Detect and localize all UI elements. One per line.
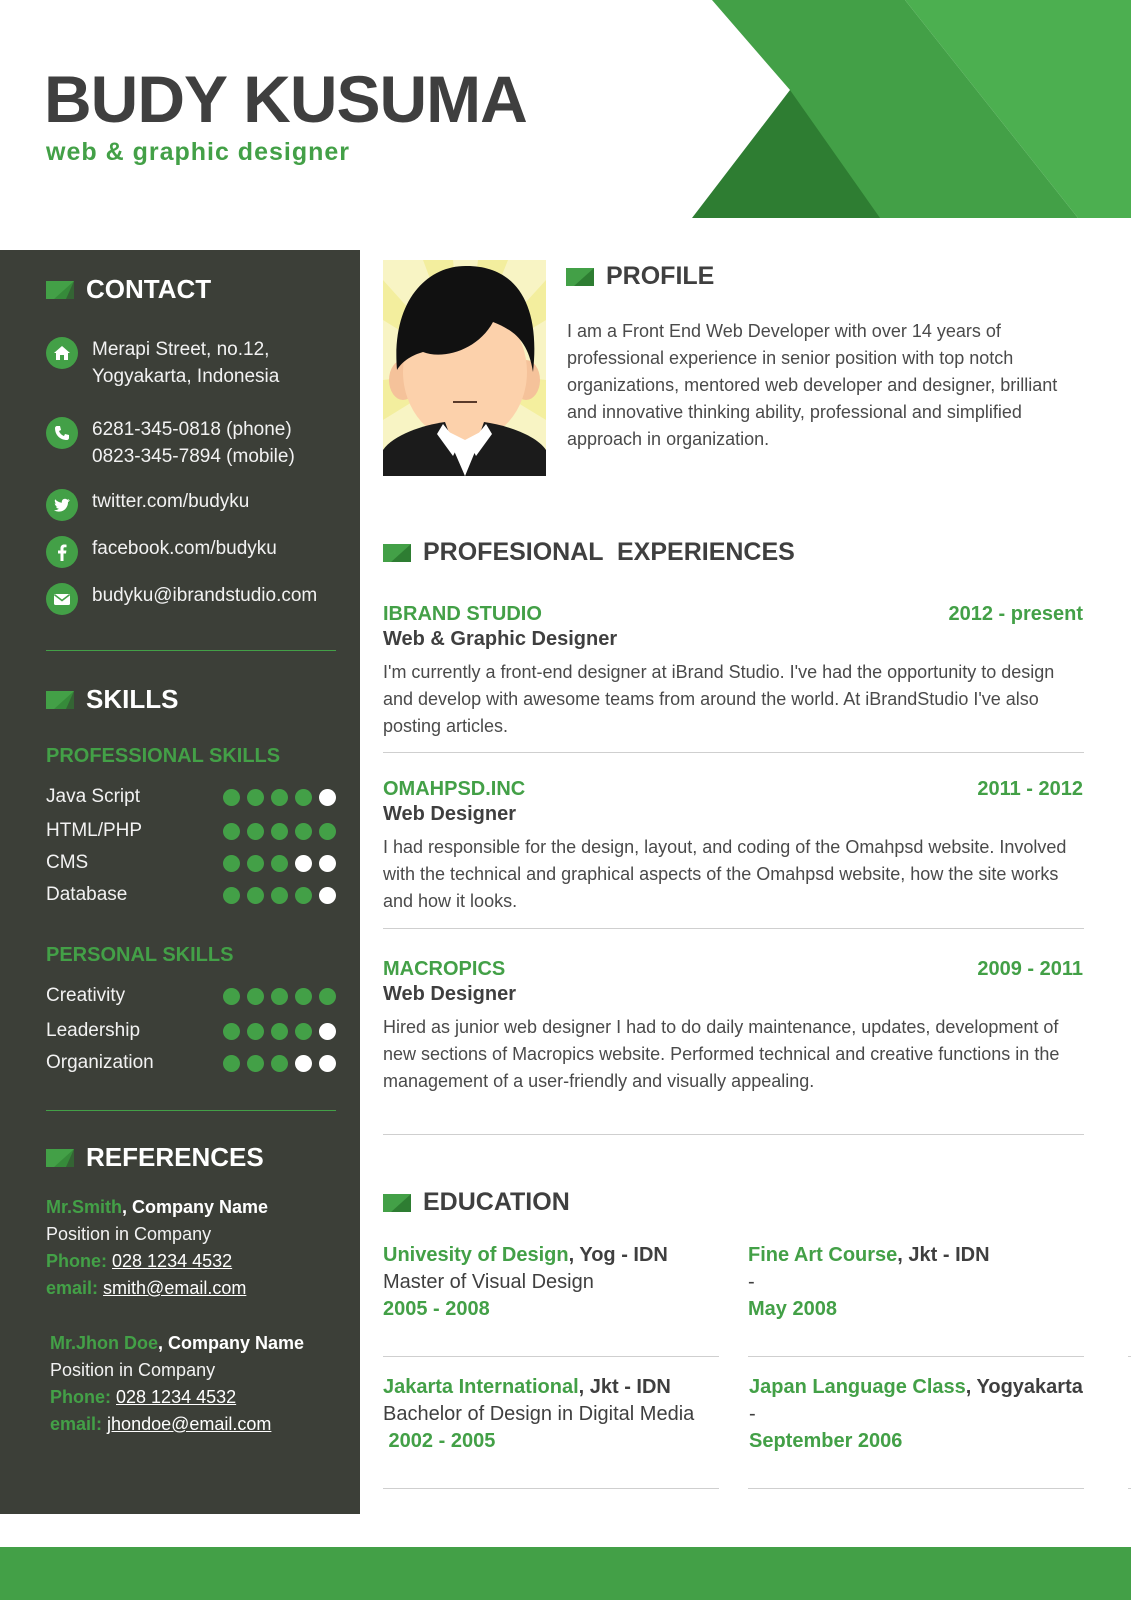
job-company: IBRAND STUDIO (383, 603, 542, 625)
sidebar-divider (46, 1110, 336, 1111)
rating-dot-filled (223, 988, 240, 1005)
rating-dot-filled (223, 1023, 240, 1040)
contact-email[interactable] (46, 583, 317, 615)
flag-icon (383, 544, 411, 562)
twitter-icon (46, 489, 78, 521)
job-role: Web Designer (383, 803, 516, 825)
education-degree: Bachelor of Design in Digital Media (383, 1403, 695, 1425)
rating-dot-filled (247, 1023, 264, 1040)
skill-rating (223, 823, 336, 840)
education-degree: Master of Visual Design (383, 1271, 594, 1293)
rating-dot-filled (223, 1055, 240, 1072)
reference-company: , Company Name (158, 1333, 305, 1353)
rating-dot-filled (271, 988, 288, 1005)
rating-dot-empty (319, 789, 336, 806)
reference-company: , Company Name (122, 1197, 269, 1217)
flag-icon (383, 1194, 411, 1212)
skill-rating (223, 1023, 336, 1040)
personal-skills-heading: PERSONAL SKILLS (46, 944, 234, 966)
rating-dot-filled (319, 988, 336, 1005)
contact-heading (46, 274, 211, 305)
profile-heading-text: PROFILE (606, 262, 715, 290)
section-divider (748, 1488, 1084, 1489)
phone-icon (46, 417, 78, 449)
rating-dot-filled (295, 988, 312, 1005)
section-divider (383, 928, 1084, 929)
profile-photo (383, 260, 546, 476)
job-company: MACROPICS (383, 958, 506, 980)
profile-heading (566, 262, 714, 291)
job-description: I'm currently a front-end designer at iBrand Studio. I've had the opportunity to design and develop with awesome teams from around the world. At iBrandStudio I've also posting articles. (383, 662, 1055, 736)
avatar-illustration (383, 260, 546, 476)
skill-row (46, 1052, 336, 1074)
rating-dot-filled (271, 855, 288, 872)
flag-icon (46, 691, 74, 709)
skill-row (46, 1020, 336, 1042)
references-heading (46, 1142, 264, 1173)
skill-rating (223, 855, 336, 872)
skill-rating (223, 988, 336, 1005)
skill-rating (223, 1055, 336, 1072)
contact-twitter[interactable] (46, 489, 249, 521)
resume-header (0, 0, 1131, 218)
education-item (749, 1374, 1109, 1455)
reference-position: Position in Company (50, 1360, 216, 1380)
education-location: , Jkt - IDN (578, 1376, 671, 1398)
education-item (383, 1242, 723, 1323)
job-period: 2011 - 2012 (977, 778, 1083, 800)
job-company: OMAHPSD.INC (383, 778, 526, 800)
rating-dot-empty (295, 1055, 312, 1072)
contact-address (46, 337, 279, 390)
rating-dot-empty (319, 855, 336, 872)
skill-name: CMS (46, 852, 89, 873)
education-degree: - (749, 1403, 756, 1425)
reference-item (46, 1194, 268, 1302)
skill-name: Organization (46, 1052, 154, 1073)
skill-name: Database (46, 884, 128, 905)
skill-rating (223, 789, 336, 806)
profile-text: I am a Front End Web Developer with over 14 years of professional experience in senior position with top notch organizations, mentored web developer and designer, brilliant and innovative thinking ability, professional and simplified approach in organization. (567, 321, 1058, 449)
rating-dot-filled (295, 789, 312, 806)
education-location: , Jkt - IDN (897, 1244, 990, 1266)
flag-icon (46, 1149, 74, 1167)
references-heading-text: REFERENCES (86, 1142, 264, 1172)
section-divider (383, 1134, 1084, 1135)
rating-dot-filled (271, 1055, 288, 1072)
rating-dot-filled (295, 887, 312, 904)
rating-dot-empty (295, 855, 312, 872)
rating-dot-filled (247, 988, 264, 1005)
reference-name: Mr.Smith (46, 1197, 123, 1217)
rating-dot-empty (319, 1023, 336, 1040)
education-heading-text: EDUCATION (423, 1188, 570, 1216)
contact-heading-text: CONTACT (86, 274, 212, 304)
skill-row (46, 786, 336, 808)
contact-facebook-text[interactable]: facebook.com/budyku (92, 538, 277, 559)
job-description: I had responsible for the design, layout, and coding of the Omahpsd website. Involved with the technical and graphical aspects of the Omahpsd website, how the site works and how it looks. (383, 837, 1067, 911)
contact-phone-text: 6281-345-0818 (phone) 0823-345-7894 (mobile) (92, 419, 295, 467)
education-school: Fine Art Course (748, 1244, 898, 1266)
rating-dot-filled (247, 823, 264, 840)
rating-dot-filled (223, 887, 240, 904)
education-location: , Yog - IDN (568, 1244, 668, 1266)
section-divider (383, 1488, 719, 1489)
education-degree: - (748, 1271, 755, 1293)
reference-position: Position in Company (46, 1224, 212, 1244)
rating-dot-filled (247, 789, 264, 806)
education-years: 2002 - 2005 (383, 1430, 496, 1452)
rating-dot-filled (223, 855, 240, 872)
education-heading (383, 1188, 570, 1217)
reference-phone[interactable]: 028 1234 4532 (112, 1251, 233, 1271)
reference-email[interactable]: jhondoe@email.com (107, 1414, 272, 1434)
education-school: Jakarta International (383, 1376, 579, 1398)
job-role: Web & Graphic Designer (383, 628, 618, 650)
education-school: Univesity of Design (383, 1244, 569, 1266)
rating-dot-filled (247, 887, 264, 904)
contact-facebook[interactable] (46, 536, 277, 568)
reference-email-label: email: (46, 1278, 99, 1298)
contact-address-text: Merapi Street, no.12, Yogyakarta, Indonesia (92, 339, 280, 387)
rating-dot-filled (247, 1055, 264, 1072)
education-school: Japan Language Class (749, 1376, 966, 1398)
skill-row (46, 884, 336, 906)
education-years: September 2006 (749, 1430, 903, 1452)
reference-item (50, 1330, 304, 1438)
skill-name: HTML/PHP (46, 820, 143, 841)
skill-name: Creativity (46, 985, 126, 1006)
education-years: 2005 - 2008 (383, 1298, 490, 1320)
rating-dot-filled (271, 1023, 288, 1040)
rating-dot-filled (319, 823, 336, 840)
person-name: BUDY KUSUMA (44, 62, 527, 136)
reference-email[interactable]: smith@email.com (103, 1278, 247, 1298)
rating-dot-filled (223, 823, 240, 840)
rating-dot-filled (247, 855, 264, 872)
education-location: , Yogyakarta (965, 1376, 1083, 1398)
section-divider (383, 752, 1084, 753)
footer-bar (0, 1547, 1131, 1600)
section-divider (748, 1356, 1084, 1357)
skill-rating (223, 887, 336, 904)
reference-phone-label: Phone: (46, 1251, 107, 1271)
rating-dot-filled (295, 1023, 312, 1040)
job-description: Hired as junior web designer I had to do daily maintenance, updates, development of new sections of Macropics website. Performed technical and creative functions in the management of a user-friendly and visually appealing. (383, 1017, 1060, 1091)
education-item (383, 1374, 723, 1455)
professional-skills-heading: PROFESSIONAL SKILLS (46, 745, 281, 767)
skill-row (46, 985, 336, 1007)
rating-dot-filled (223, 789, 240, 806)
experience-heading-text: PROFESIONAL EXPERIENCES (423, 538, 795, 566)
rating-dot-empty (319, 887, 336, 904)
education-item (748, 1242, 1098, 1323)
rating-dot-filled (271, 887, 288, 904)
facebook-icon (46, 536, 78, 568)
rating-dot-filled (271, 823, 288, 840)
flag-icon (566, 268, 594, 286)
rating-dot-filled (271, 789, 288, 806)
reference-email-label: email: (50, 1414, 103, 1434)
skill-name: Leadership (46, 1020, 141, 1041)
flag-icon (46, 281, 74, 299)
experience-heading (383, 538, 795, 567)
section-divider (383, 1356, 719, 1357)
rating-dot-empty (319, 1055, 336, 1072)
skill-row (46, 820, 336, 842)
job-role: Web Designer (383, 983, 516, 1005)
contact-email-text[interactable]: budyku@ibrandstudio.com (92, 585, 318, 606)
contact-twitter-text[interactable]: twitter.com/budyku (92, 491, 250, 512)
skill-row (46, 852, 336, 874)
reference-phone-label: Phone: (50, 1387, 111, 1407)
reference-phone[interactable]: 028 1234 4532 (116, 1387, 237, 1407)
skills-heading (46, 684, 178, 715)
job-period: 2012 - present (948, 603, 1083, 625)
skills-heading-text: SKILLS (86, 684, 179, 714)
sidebar-divider (46, 650, 336, 651)
job-period: 2009 - 2011 (977, 958, 1083, 980)
rating-dot-filled (295, 823, 312, 840)
sidebar (0, 250, 360, 1514)
contact-phone (46, 417, 295, 470)
education-years: May 2008 (748, 1298, 837, 1320)
email-icon (46, 583, 78, 615)
person-title: web & graphic designer (46, 138, 351, 166)
home-icon (46, 337, 78, 369)
skill-name: Java Script (46, 786, 140, 807)
reference-name: Mr.Jhon Doe (50, 1333, 159, 1353)
